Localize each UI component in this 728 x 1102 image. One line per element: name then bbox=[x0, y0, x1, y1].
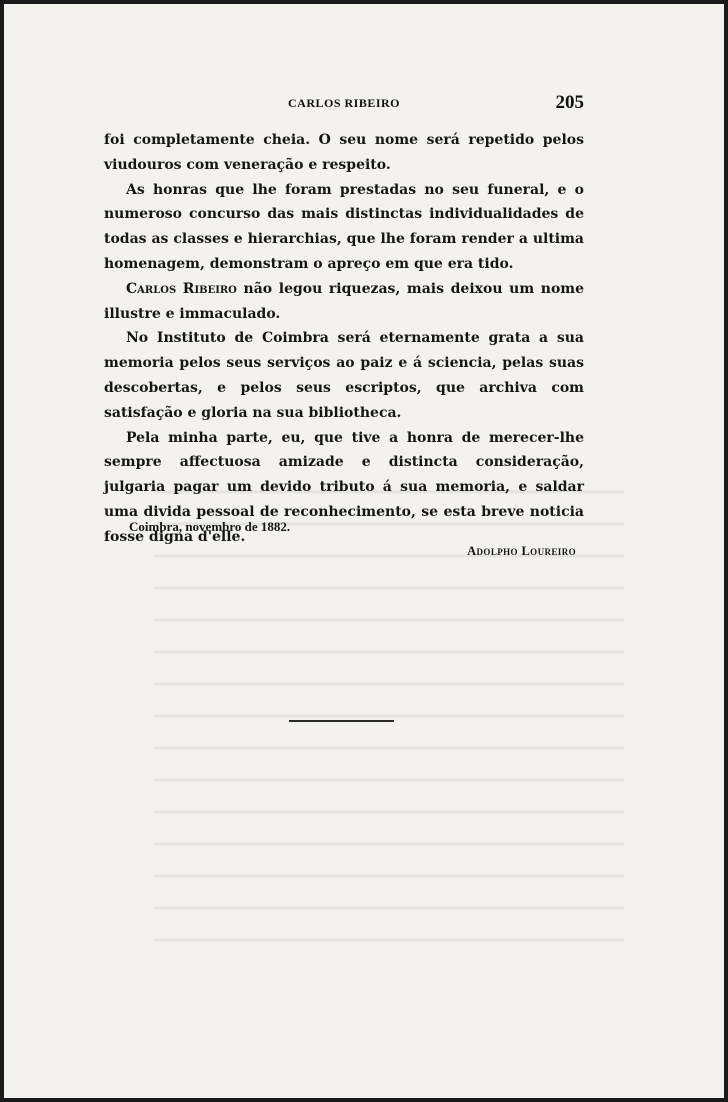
paragraph-3 bbox=[104, 277, 584, 327]
dateline: Coimbra, novembro de 1882. bbox=[129, 519, 291, 534]
paragraph-1: foi completamente cheia. O seu nome será repetido pelos viudouros com veneração e respeito. bbox=[104, 132, 584, 173]
book-page bbox=[4, 4, 724, 1098]
end-rule bbox=[289, 720, 394, 722]
paragraph-5: Pela minha parte, eu, que tive a honra de merecer-lhe sempre affectuosa amizade e distincta consideração, julgaria pagar um devido tributo á sua memoria, e saldar uma divida pessoal de reconhecimento, se esta breve noticia fosse digna d'elle. bbox=[104, 429, 584, 545]
paragraph-3-text: não legou riquezas, mais deixou um nome illustre e immaculado. bbox=[104, 280, 585, 322]
body-text bbox=[104, 128, 584, 550]
page-header bbox=[104, 92, 584, 116]
signature: Adolpho Loureiro bbox=[467, 544, 576, 558]
paragraph-2: As honras que lhe foram prestadas no seu funeral, e o numeroso concurso das mais distinctas individualidades de todas as classes e hierarchias, que lhe foram render a ultima homenagem, demonstram o apreço em que era tido. bbox=[104, 181, 584, 272]
page-number: 205 bbox=[555, 92, 584, 113]
author-name: Carlos Ribeiro bbox=[126, 280, 237, 297]
paragraph-4: No Instituto de Coimbra será eternamente grata a sua memoria pelos seus serviços ao paiz e á sciencia, pelas suas descobertas, e pelos seus escriptos, que archiva com satisfação e gloria na sua bibliotheca. bbox=[104, 330, 584, 421]
running-title: CARLOS RIBEIRO bbox=[287, 96, 401, 110]
